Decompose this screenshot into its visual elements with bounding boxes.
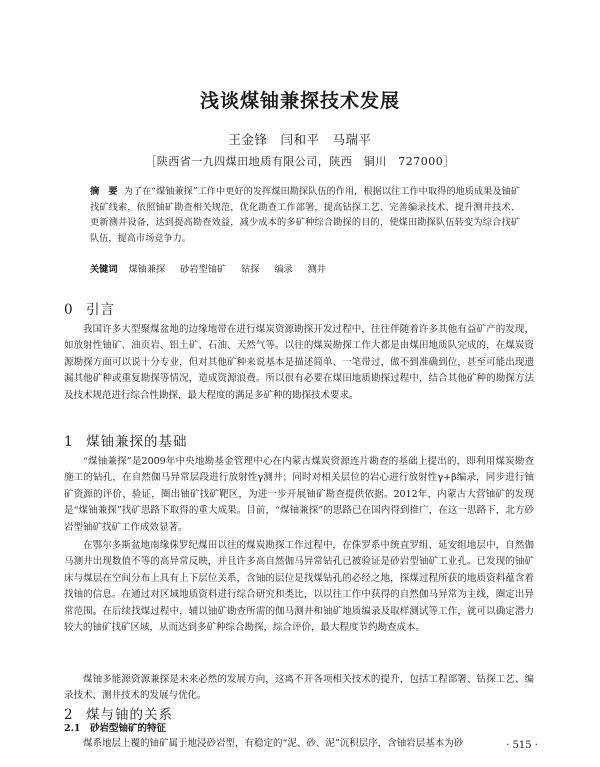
keywords-label: 关键词 bbox=[90, 264, 118, 275]
abstract bbox=[90, 184, 520, 246]
subsection-number: 2.1 bbox=[64, 723, 81, 734]
keyword: 测井 bbox=[307, 264, 326, 275]
affiliation: ［陕西省一九四煤田地质有限公司，陕西 铜川 727000］ bbox=[145, 155, 455, 168]
section-number: 1 bbox=[64, 434, 74, 450]
page-number: · 515 · bbox=[506, 740, 538, 751]
section-title: 煤铀兼探的基础 bbox=[86, 434, 188, 450]
abstract-text: 为了在“煤铀兼探”工作中更好的发挥煤田勘探队伍的作用，根据以往工作中取得的地质成果及铀矿找矿线索，依照铀矿勘查相关规范，优化勘查工作部署，提高钻探工艺、完善编录技术、提升测井技术、更新测井设备，达到提高勘查效益，减少成本的多矿种综合勘探的目的，使煤田勘探队伍转变为综合找矿队伍，提高市场竞争力。 bbox=[90, 186, 520, 244]
paragraph: 煤系地层上覆的铀矿属于地浸砂岩型，有稳定的“泥、砂、泥”沉积层序，含铀岩层基本为砂 bbox=[83, 738, 464, 749]
section-heading-0 bbox=[64, 298, 115, 318]
paragraph: 在鄂尔多斯盆地南缘侏罗纪煤田以往的煤炭勘探工作过程中，在侏罗系中统直罗组、延安组地层中，自然伽马测井出现数值不等的高异常反映，并且许多高自然伽马异常钻孔已被验证是砂岩型铀矿工业孔。已发现的铀矿床与煤层在空间分布上具有上下层位关系，含铀的层位是找煤钻孔的必经之地，探煤过程所获的地质资料蕴含着找铀的信息。在通过对区域地质资料进行综合研究和类比，以以往工作中获得的自然伽马异常为主线，圈定出异常范围。在后续找煤过程中，辅以铀矿勘查所需的伽马测井和铀矿地质编录及取样测试等工作，就可以确定潜力较大的铀矿找矿区域，从而达到多矿种综合勘探，综合评价，最大程度节约勘查成本。 bbox=[64, 540, 534, 634]
keyword: 砂岩型铀矿 bbox=[180, 264, 227, 275]
section-number: 2 bbox=[64, 707, 74, 723]
keyword: 钻探 bbox=[241, 264, 260, 275]
paragraph: 我国许多大型聚煤盆地的边缘地带在进行煤炭资源勘探开发过程中，往往伴随着许多其他有益矿产的发现，如放射性铀矿、油页岩、铝土矿、石油、天然气等。以往的煤炭勘探工作大都是由煤田地质队完成的，在煤炭资源勘探方面可以说十分专业，但对其他矿种来说基本是描述简单、一笔带过，做不到准确到位，甚至可能出现遗漏其他矿种或重复勘探等情况，造成资源浪费。所以很有必要在煤田地质勘探过程中，结合其他矿种的勘探方法及技术规范进行综合性勘探，最大程度的满足多矿种的勘探技术要求。 bbox=[64, 324, 534, 401]
section-number: 0 bbox=[64, 302, 74, 318]
subsection-title: 砂岩型铀矿的特征 bbox=[90, 723, 167, 734]
abstract-label: 摘 要 bbox=[90, 186, 118, 197]
section-title: 引言 bbox=[86, 302, 115, 318]
keyword: 编录 bbox=[274, 264, 293, 275]
author-list: 王金锋 闫和平 马瑞平 bbox=[228, 132, 372, 147]
paragraph: 煤铀多能源资源兼探是未来必然的发展方向，这离不开各项相关技术的提升，包括工程部署、钻探工艺、编录技术、测井技术的发展与优化。 bbox=[64, 674, 534, 702]
section-title: 煤与铀的关系 bbox=[86, 707, 173, 723]
subsection-heading-2-1 bbox=[64, 720, 166, 734]
section-heading-1 bbox=[64, 430, 188, 450]
keywords bbox=[90, 262, 520, 277]
paper-title: 浅谈煤铀兼探技术发展 bbox=[199, 90, 400, 112]
paragraph: “煤铀兼探”是2009年中央地勘基金管理中心在内蒙古煤炭资源连片勘查的基础上提出的，即利用煤炭勘查施工的钻孔，在自然伽马异常层段进行放射性γ测井；同时对相关层位的岩心进行放射性γ+β编录，同步进行铀矿资源的评价、验证，圈出铀矿找矿靶区，为进一步开展铀矿勘查提供依据。2012年，内蒙古大营铀矿的发现是“煤铀兼探”找矿思路下取得的重大成果。目前，“煤铀兼探”的思路已在国内得到推广，在这一思路下，北方砂岩型铀矿找矿工作成效显著。 bbox=[64, 456, 534, 533]
keyword: 煤铀兼探 bbox=[128, 264, 166, 275]
